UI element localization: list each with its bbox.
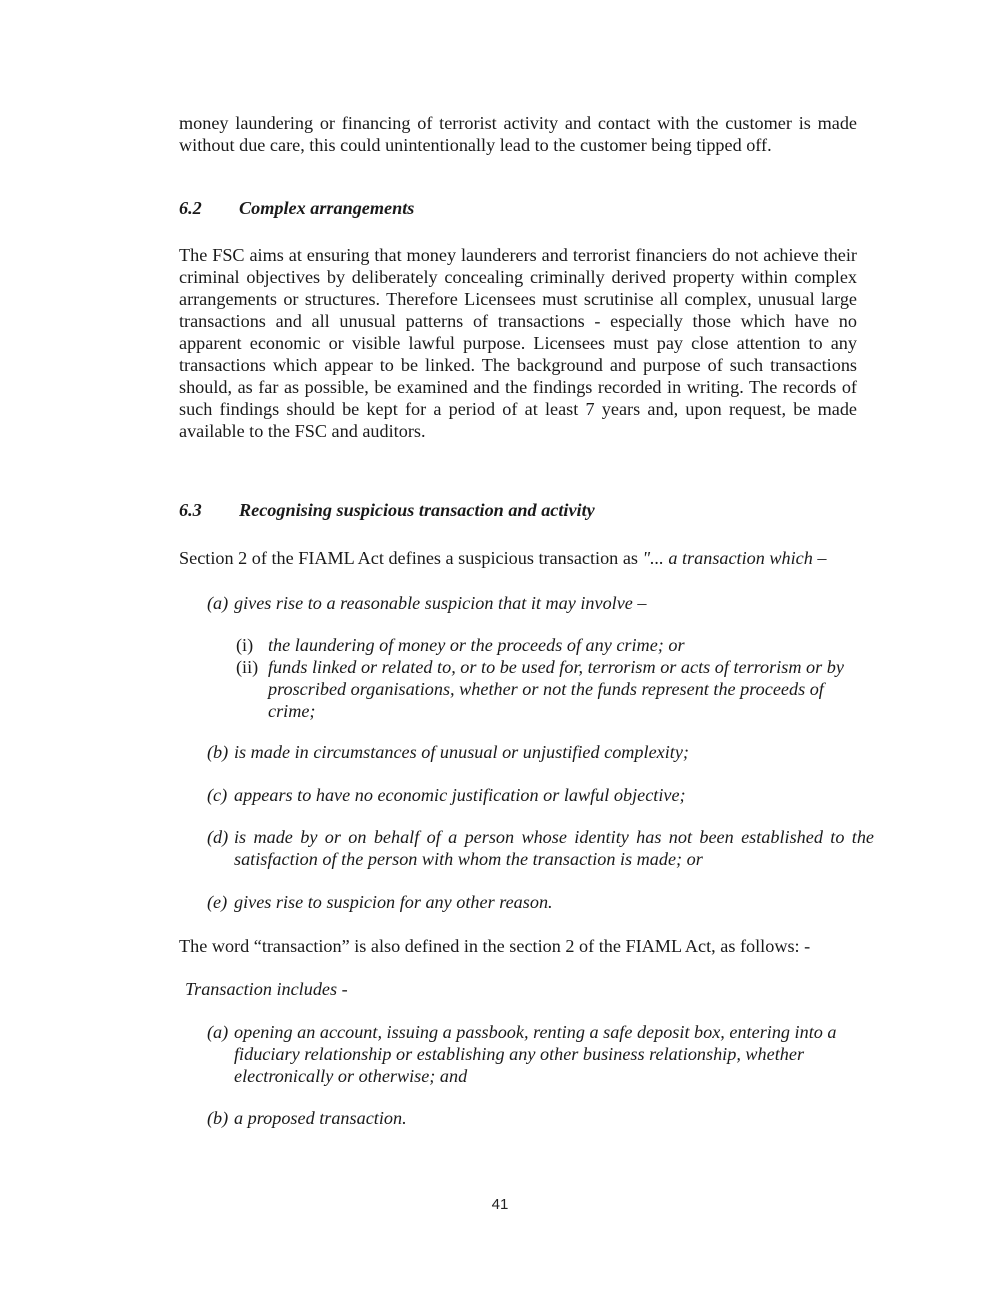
transaction-item bbox=[207, 1107, 857, 1129]
item-text: appears to have no economic justification or lawful objective; bbox=[234, 785, 686, 805]
complex-arrangements-paragraph: The FSC aims at ensuring that money launderers and terrorist financiers do not achieve their criminal objectives by deliberately concealing criminally derived property within complex arrangements or structures. Therefore Licensees must scrutinise all complex, unusual large transactions and all unusual patterns of transactions - especially those which have no apparent economic or visible lawful purpose. Licensees must pay close attention to any transactions which appear to be linked. The background and purpose of such transactions should, as far as possible, be examined and the findings recorded in writing. The records of such findings should be kept for a period of at least 7 years and, upon request, be made available to the FSC and auditors. bbox=[179, 245, 857, 441]
section-heading-6-3 bbox=[179, 499, 595, 521]
section-number: 6.3 bbox=[179, 500, 202, 520]
subitem-text: funds linked or related to, or to be used for, terrorism or acts of terrorism or by proscribed organisations, whether or not the funds represent the proceeds of crime; bbox=[268, 657, 844, 721]
definition-subitem bbox=[236, 656, 856, 722]
section-title: Recognising suspicious transaction and activity bbox=[239, 500, 595, 520]
suspicious-transaction-definition bbox=[179, 547, 879, 569]
definition-item bbox=[207, 891, 877, 913]
item-marker: (c) bbox=[207, 785, 228, 805]
item-marker: (b) bbox=[207, 1108, 229, 1128]
item-marker: (a) bbox=[207, 593, 229, 613]
item-marker: (d) bbox=[207, 827, 229, 847]
section-number: 6.2 bbox=[179, 198, 202, 218]
definition-item bbox=[207, 741, 877, 763]
item-marker: (a) bbox=[207, 1022, 229, 1042]
section-heading-6-2 bbox=[179, 197, 414, 219]
transaction-item bbox=[207, 1021, 857, 1087]
definition-lead-text: Section 2 of the FIAML Act defines a suspicious transaction as bbox=[179, 548, 643, 568]
definition-item bbox=[207, 826, 874, 870]
subitem-marker: (ii) bbox=[236, 657, 259, 677]
item-text: opening an account, issuing a passbook, renting a safe deposit box, entering into a fiduciary relationship or establishing any other business relationship, whether electronically or otherwise; and bbox=[234, 1022, 837, 1086]
definition-item bbox=[207, 784, 877, 806]
item-text: is made in circumstances of unusual or unjustified complexity; bbox=[234, 742, 689, 762]
item-marker: (b) bbox=[207, 742, 229, 762]
item-text: is made by or on behalf of a person whose identity has not been established to the satisfaction of the person with whom the transaction is made; or bbox=[234, 827, 874, 869]
transaction-definition-intro: The word “transaction” is also defined in the section 2 of the FIAML Act, as follows: - bbox=[179, 936, 811, 956]
item-text: a proposed transaction. bbox=[234, 1108, 407, 1128]
subitem-text: the laundering of money or the proceeds of any crime; or bbox=[268, 635, 685, 655]
page-number: 41 bbox=[491, 1196, 509, 1213]
item-marker: (e) bbox=[207, 892, 228, 912]
item-text: gives rise to a reasonable suspicion that it may involve – bbox=[234, 593, 647, 613]
definition-quote-text: "... a transaction which – bbox=[642, 548, 827, 568]
item-text: gives rise to suspicion for any other reason. bbox=[234, 892, 553, 912]
continuation-paragraph: money laundering or financing of terrorist activity and contact with the customer is made without due care, this could unintentionally lead to the customer being tipped off. bbox=[179, 113, 857, 155]
definition-item bbox=[207, 592, 867, 614]
section-title: Complex arrangements bbox=[239, 198, 415, 218]
transaction-includes-label: Transaction includes - bbox=[185, 979, 348, 999]
definition-subitem bbox=[236, 634, 856, 656]
subitem-marker: (i) bbox=[236, 635, 254, 655]
